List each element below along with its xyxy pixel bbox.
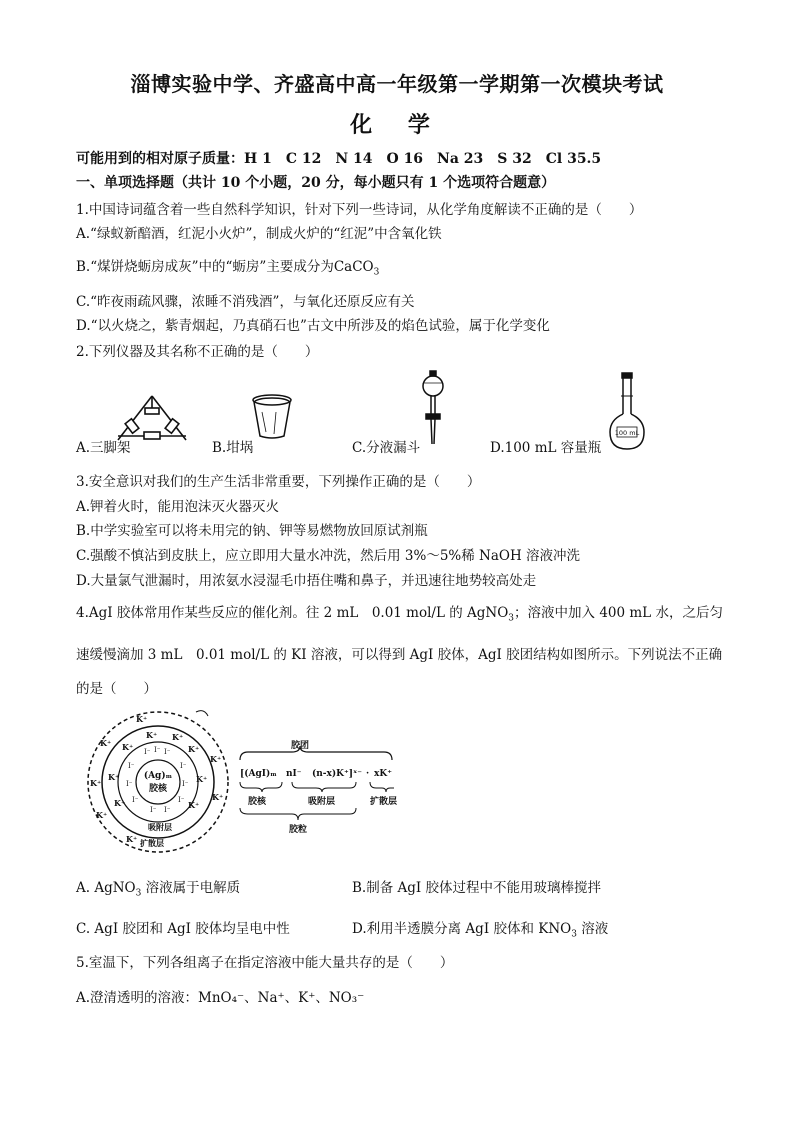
svg-text:I⁻: I⁻ (178, 796, 185, 804)
q4-option-c: C. AgI 胶团和 AgI 胶体均呈电中性 (76, 921, 290, 937)
q1-option-a: A.“绿蚁新醅酒，红泥小火炉”，制成火炉的“红泥”中含氧化铁 (76, 226, 442, 242)
svg-text:K⁺: K⁺ (122, 742, 134, 752)
formula-ni: nI⁻ (286, 769, 302, 779)
svg-text:K⁺: K⁺ (136, 714, 148, 724)
svg-text:K⁺: K⁺ (188, 744, 200, 754)
volumetric-flask-figure (607, 372, 647, 452)
q5-option-a: A.澄清透明的溶液：MnO₄⁻、Na⁺、K⁺、NO₃⁻ (76, 990, 365, 1006)
crucible-figure (250, 392, 294, 442)
q4-option-b: B.制备 AgI 胶体过程中不能用玻璃棒搅拌 (352, 880, 602, 896)
exam-title: 淄博实验中学、齐盛高中高一年级第一学期第一次模块考试 (130, 72, 664, 96)
q3-option-c: C.强酸不慎沾到皮肤上，应立即用大量水冲洗，然后用 3%～5%稀 NaOH 溶液冲洗 (76, 548, 581, 564)
q3-option-a: A.钾着火时，能用泡沫灭火器灭火 (76, 499, 280, 515)
q4-stem-line1: 4.AgI 胶体常用作某些反应的催化剂。往 2 mL 0.01 mol/L 的 AgNO$_3$；溶液中加入 400 mL 水，之后匀 (76, 605, 723, 624)
svg-text:I⁻: I⁻ (164, 806, 171, 814)
q2-option-b: B.坩埚 (212, 440, 254, 456)
formula-xk: xK⁺ (374, 769, 392, 779)
svg-text:K⁺: K⁺ (188, 800, 200, 810)
formula-k: (n-x)K⁺]ˣ⁻ (312, 769, 363, 779)
svg-text:I⁻: I⁻ (154, 746, 161, 754)
q5-stem: 5.室温下，下列各组离子在指定溶液中能大量共存的是（ ） (76, 955, 454, 971)
svg-text:K⁺: K⁺ (108, 772, 120, 782)
q2-option-d: D.100 mL 容量瓶 (490, 440, 602, 456)
q1-stem: 1.中国诗词蕴含着一些自然科学知识，针对下列一些诗词，从化学角度解读不正确的是（ ） (76, 202, 643, 218)
svg-text:I⁻: I⁻ (164, 748, 171, 756)
diffusion-layer-label: 扩散层 (140, 838, 164, 848)
q4-stem-line2: 速缓慢滴加 3 mL 0.01 mol/L 的 KI 溶液，可以得到 AgI 胶体，AgI 胶团结构如图所示。下列说法不正确 (76, 647, 723, 663)
q1-option-d: D.“以火烧之，紫青烟起，乃真硝石也”古文中所涉及的焰色试验，属于化学变化 (76, 318, 550, 334)
svg-text:I⁻: I⁻ (132, 796, 139, 804)
svg-text:I⁻: I⁻ (126, 780, 133, 788)
svg-text:K⁺: K⁺ (196, 774, 208, 784)
separatory-funnel-figure (415, 370, 451, 446)
section-heading: 一、单项选择题（共计 10 个小题，20 分，每小题只有 1 个选项符合题意） (76, 175, 556, 191)
svg-text:K⁺: K⁺ (114, 798, 126, 808)
formula-core: [(AgI)ₘ (240, 769, 277, 779)
under-diffusion-label: 扩散层 (370, 797, 398, 807)
adsorption-layer-label: 吸附层 (148, 822, 172, 832)
formula-dot: · (366, 769, 370, 779)
svg-text:K⁺: K⁺ (210, 754, 222, 764)
svg-text:K⁺: K⁺ (96, 810, 108, 820)
agi-micelle-figure (80, 708, 400, 858)
subject-title: 化 学 (350, 112, 444, 138)
svg-text:I⁻: I⁻ (180, 762, 187, 770)
svg-text:I⁻: I⁻ (182, 780, 189, 788)
q1-option-c: C.“昨夜雨疏风骤，浓睡不消残酒”，与氧化还原反应有关 (76, 294, 415, 310)
core-formula: (Ag)ₘ (143, 771, 173, 781)
q4-stem-line3: 的是（ ） (76, 681, 157, 697)
q2-option-c: C.分液漏斗 (352, 440, 421, 456)
micelle-label: 胶团 (290, 741, 310, 751)
q2-stem: 2.下列仪器及其名称不正确的是（ ） (76, 344, 319, 360)
svg-text:K⁺: K⁺ (90, 778, 102, 788)
svg-text:I⁻: I⁻ (144, 748, 151, 756)
svg-text:K⁺: K⁺ (100, 738, 112, 748)
svg-text:K⁺: K⁺ (146, 730, 158, 740)
q4-option-a: A. AgNO$_3$ 溶液属于电解质 (76, 880, 241, 899)
particle-label: 胶粒 (288, 825, 308, 835)
q3-option-d: D.大量氯气泄漏时，用浓氨水浸湿毛巾捂住嘴和鼻子，并迅速往地势较高处走 (76, 573, 537, 589)
q3-stem: 3.安全意识对我们的生产生活非常重要，下列操作正确的是（ ） (76, 474, 481, 490)
q4-option-d: D.利用半透膜分离 AgI 胶体和 $KNO_3$ 溶液 (352, 921, 609, 940)
flask-volume-mark: 100 mL (614, 429, 640, 437)
svg-text:I⁻: I⁻ (128, 762, 135, 770)
core-label: 胶核 (148, 784, 168, 794)
svg-text:K⁺: K⁺ (212, 792, 224, 802)
svg-text:I⁻: I⁻ (150, 806, 157, 814)
core-circle (136, 760, 180, 804)
q1-option-b: B.“煤饼烧蛎房成灰”中的“蛎房”主要成分为CaCO$_3$ (76, 259, 380, 278)
q3-option-b: B.中学实验室可以将未用完的钠、钾等易燃物放回原试剂瓶 (76, 523, 428, 539)
q2-option-a: A.三脚架 (76, 440, 131, 456)
svg-text:K⁺: K⁺ (172, 732, 184, 742)
svg-text:K⁺: K⁺ (126, 834, 138, 844)
under-adsorption-label: 吸附层 (308, 797, 336, 807)
atomic-masses: 可能用到的相对原子质量：H 1 C 12 N 14 O 16 Na 23 S 32 Cl 35.5 (76, 151, 602, 167)
under-core-label: 胶核 (248, 797, 267, 807)
